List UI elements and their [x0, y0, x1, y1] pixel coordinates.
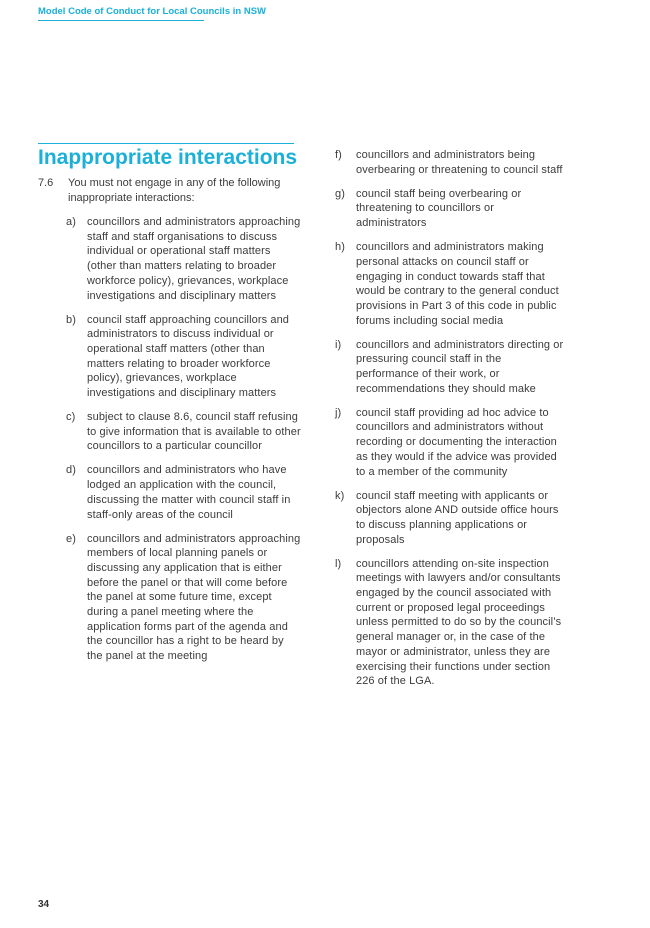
item-letter: e) [66, 532, 76, 545]
item-letter: j) [335, 406, 342, 419]
item-letter: k) [335, 489, 345, 502]
item-letter: l) [335, 557, 342, 570]
item-text: council staff meeting with applicants or objectors alone AND outside office hours to discuss planning applications or proposals [356, 489, 559, 546]
list-item-b [66, 313, 302, 401]
section-heading: Inappropriate interactions [38, 146, 298, 169]
list-item-d [66, 463, 302, 522]
item-text: councillors and administrators approaching staff and staff organisations to discuss individual or operational staff matters (other than matters relating to broader workforce policy), grievances, workplace investigations and disciplinary matters [87, 216, 301, 302]
list-item-c [66, 410, 302, 454]
list-item-f [335, 148, 567, 177]
item-text: councillors and administrators who have lodged an application with the council, discussing the matter with council staff in staff-only areas of the council [87, 464, 291, 521]
header-divider [38, 20, 204, 21]
right-column-list [335, 148, 567, 698]
list-item-i [335, 338, 567, 397]
clause-number: 7.6 [38, 177, 54, 189]
clause-intro: You must not engage in any of the following inappropriate interactions: [68, 177, 281, 204]
item-text: councillors and administrators directing or pressuring council staff in the performance of their work, or recommendations they should make [356, 338, 564, 395]
list-item-l [335, 557, 567, 689]
item-letter: g) [335, 187, 345, 200]
item-letter: c) [66, 411, 76, 424]
item-text: council staff being overbearing or threatening to councillors or administrators [356, 187, 522, 230]
list-item-g [335, 187, 567, 231]
item-letter: b) [66, 313, 76, 326]
item-text: council staff providing ad hoc advice to councillors and administrators without recording or documenting the interaction as they would if the advice was provided to a member of the community [356, 406, 557, 478]
item-text: councillors and administrators making personal attacks on council staff or engaging in conduct towards staff that would be contrary to the general conduct provisions in Part 3 of this code in public forums including social media [356, 241, 559, 327]
list-item-h [335, 240, 567, 328]
list-item-j [335, 406, 567, 480]
list-item-a [66, 215, 302, 303]
section-divider [38, 143, 294, 144]
item-text: councillors and administrators being overbearing or threatening to council staff [356, 149, 563, 176]
left-column-list [66, 215, 302, 673]
item-text: councillors and administrators approaching members of local planning panels or discussing any application that is either before the panel or that will come before the panel at some future time, except during a panel meeting where the application forms part of the agenda and the councillor has a right to be heard by the panel at the meeting [87, 532, 301, 663]
item-text: councillors attending on-site inspection meetings with lawyers and/or consultants engaged by the council associated with current or proposed legal proceedings unless permitted to do so by the council’s general manager or, in the case of the mayor or administrator, unless they are exercising their functions under section 226 of the LGA. [356, 557, 562, 688]
running-header-title: Model Code of Conduct for Local Councils in NSW [38, 6, 266, 17]
item-text: council staff approaching councillors and administrators to discuss individual or operational staff matters (other than matters relating to broader workforce policy), grievances, workplace investigations and disciplinary matters [87, 313, 290, 400]
item-letter: a) [66, 216, 76, 228]
item-letter: i) [335, 338, 342, 351]
item-letter: f) [335, 149, 342, 161]
list-item-k [335, 489, 567, 548]
item-letter: h) [335, 241, 345, 254]
item-letter: d) [66, 464, 76, 477]
page-number: 34 [38, 899, 50, 910]
list-item-e [66, 532, 302, 664]
item-text: subject to clause 8.6, council staff refusing to give information that is available to other councillors to a particular councillor [87, 411, 301, 453]
